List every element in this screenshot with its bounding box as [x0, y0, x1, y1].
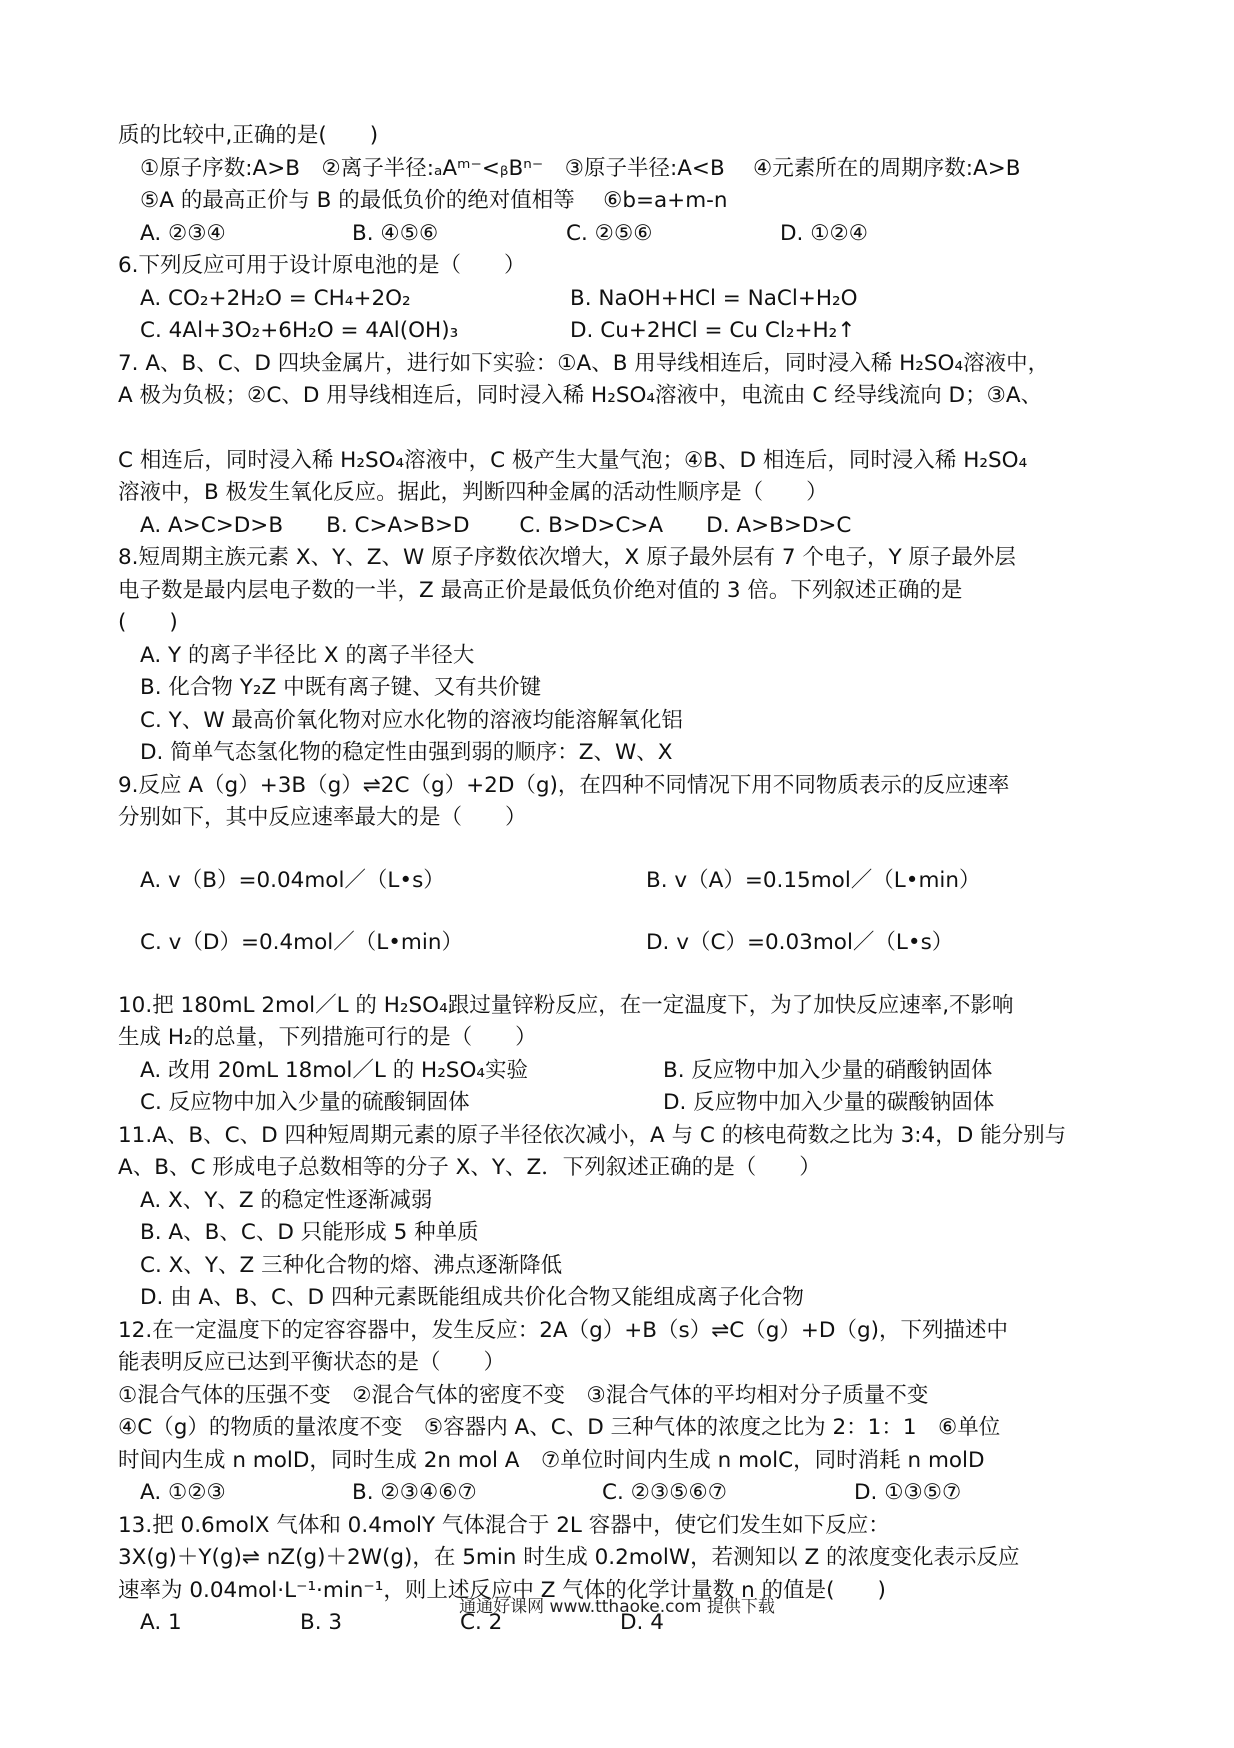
- q6-stem: 6.下列反应可用于设计原电池的是（ ）: [118, 253, 526, 278]
- q5-option-b: B. ④⑤⑥: [352, 220, 439, 246]
- q13-option-d: D. 4: [620, 1610, 664, 1635]
- q5-option-a: A. ②③④: [140, 220, 226, 246]
- q7-line-2: A 极为负极；②C、D 用导线相连后，同时浸入稀 H₂SO₄溶液中，电流由 C 经导线流向 D；③A、: [118, 383, 1043, 408]
- q11-line-2: A、B、C 形成电子总数相等的分子 X、Y、Z．下列叙述正确的是（ ）: [118, 1155, 821, 1180]
- q7-options: A. A>C>D>B B. C>A>B>D C. B>D>C>A D. A>B>D>C: [140, 512, 852, 538]
- q10-line-1: 10.把 180mL 2mol／L 的 H₂SO₄跟过量锌粉反应，在一定温度下，为了加快反应速率,不影响: [118, 992, 1014, 1018]
- q10-option-b: B. 反应物中加入少量的硝酸钠固体: [663, 1057, 993, 1083]
- q13-line-3: 速率为 0.04mol·L⁻¹·min⁻¹，则上述反应中 Z 气体的化学计量数 n 的值是( ): [118, 1577, 886, 1603]
- q5-option-c: C. ②⑤⑥: [566, 220, 653, 246]
- q9-line-1: 9.反应 A（g）+3B（g）⇌2C（g）+2D（g)，在四种不同情况下用不同物质表示的反应速率: [118, 772, 1010, 798]
- q11-option-b: B. A、B、C、D 只能形成 5 种单质: [140, 1220, 479, 1245]
- q8-option-a: A. Y 的离子半径比 X 的离子半径大: [140, 642, 475, 668]
- q9-options-row-1: [118, 865, 1128, 898]
- q9-option-b: B. v（A）=0.15mol／（L•min）: [646, 867, 981, 893]
- q11-option-d: D. 由 A、B、C、D 四种元素既能组成共价化合物又能组成离子化合物: [140, 1285, 804, 1310]
- q12-option-b: B. ②③④⑥⑦: [352, 1480, 477, 1505]
- q10-option-d: D. 反应物中加入少量的碳酸钠固体: [663, 1090, 995, 1115]
- q12-line-2: 能表明反应已达到平衡状态的是（ ）: [118, 1350, 506, 1375]
- q7-line-3: C 相连后，同时浸入稀 H₂SO₄溶液中，C 极产生大量气泡；④B、D 相连后，同时浸入稀 H₂SO₄: [118, 447, 1028, 473]
- q12-line-3: ①混合气体的压强不变 ②混合气体的密度不变 ③混合气体的平均相对分子质量不变: [118, 1382, 929, 1408]
- q13-line-1: 13.把 0.6molX 气体和 0.4molY 气体混合于 2L 容器中，使它们发生如下反应：: [118, 1512, 890, 1538]
- q10-line-2: 生成 H₂的总量，下列措施可行的是（ ）: [118, 1025, 537, 1050]
- q8-line-3: ( ): [118, 610, 178, 635]
- q10-options-row-2: [118, 1087, 1128, 1120]
- q6-options-row-1: [118, 283, 1128, 316]
- q12-option-c: C. ②③⑤⑥⑦: [602, 1480, 728, 1505]
- q7-line-1: 7. A、B、C、D 四块金属片，进行如下实验：①A、B 用导线相连后，同时浸入稀 H₂SO₄溶液中，: [118, 350, 1050, 376]
- q10-options-row-1: [118, 1055, 1128, 1088]
- q10-option-c: C. 反应物中加入少量的硫酸铜固体: [140, 1090, 470, 1115]
- q6-option-b: B. NaOH+HCl = NaCl+H₂O: [570, 285, 858, 311]
- page-footer: 通通好课网 www.tthaoke.com 提供下载: [459, 1597, 775, 1617]
- q6-option-d: D. Cu+2HCl = Cu Cl₂+H₂↑: [570, 318, 856, 343]
- q12-line-4: ④C（g）的物质的量浓度不变 ⑤容器内 A、C、D 三种气体的浓度之比为 2：1：1 ⑥单位: [118, 1415, 1001, 1440]
- q9-options-row-2: [118, 927, 1128, 960]
- q12-line-1: 12.在一定温度下的定容容器中，发生反应：2A（g）+B（s）⇌C（g）+D（g)，下列描述中: [118, 1317, 1008, 1343]
- q5-stem: 质的比较中,正确的是( ): [118, 123, 379, 148]
- q9-option-a: A. v（B）=0.04mol／（L•s）: [140, 867, 445, 893]
- q13-option-b: B. 3: [300, 1610, 343, 1635]
- q5-statements-2: ⑤A 的最高正价与 B 的最低负价的绝对值相等 ⑥b=a+m-n: [140, 188, 728, 213]
- q12-options: [118, 1477, 1128, 1510]
- q8-line-1: 8.短周期主族元素 X、Y、Z、W 原子序数依次增大，X 原子最外层有 7 个电子，Y 原子最外层: [118, 545, 1016, 570]
- q11-option-c: C. X、Y、Z 三种化合物的熔、沸点逐渐降低: [140, 1252, 563, 1278]
- q5-options: [118, 218, 1128, 251]
- q12-option-a: A. ①②③: [140, 1480, 226, 1505]
- q11-option-a: A. X、Y、Z 的稳定性逐渐减弱: [140, 1187, 433, 1213]
- q12-line-5: 时间内生成 n molD，同时生成 2n mol A ⑦单位时间内生成 n molC，同时消耗 n molD: [118, 1447, 985, 1473]
- q11-line-1: 11.A、B、C、D 四种短周期元素的原子半径依次减小，A 与 C 的核电荷数之比为 3:4，D 能分别与: [118, 1122, 1067, 1148]
- exam-page: [118, 120, 1128, 1640]
- q8-option-c: C. Y、W 最高价氧化物对应水化物的溶液均能溶解氧化铝: [140, 707, 683, 733]
- q13-option-a: A. 1: [140, 1610, 182, 1635]
- q9-option-d: D. v（C）=0.03mol／（L•s）: [646, 930, 954, 955]
- q8-option-b: B. 化合物 Y₂Z 中既有离子键、又有共价键: [140, 675, 542, 700]
- q6-option-c: C. 4Al+3O₂+6H₂O = 4Al(OH)₃: [140, 318, 459, 343]
- q9-line-2: 分别如下，其中反应速率最大的是（ ）: [118, 805, 527, 830]
- q6-options-row-2: [118, 315, 1128, 348]
- q7-line-4: 溶液中，B 极发生氧化反应。据此，判断四种金属的活动性顺序是（ ）: [118, 480, 828, 505]
- q10-option-a: A. 改用 20mL 18mol／L 的 H₂SO₄实验: [140, 1057, 528, 1083]
- q12-option-d: D. ①③⑤⑦: [854, 1480, 962, 1505]
- q13-line-2: 3X(g)＋Y(g)⇌ nZ(g)＋2W(g)，在 5min 时生成 0.2molW，若测知以 Z 的浓度变化表示反应: [118, 1545, 1020, 1570]
- q6-option-a: A. CO₂+2H₂O = CH₄+2O₂: [140, 285, 411, 311]
- q9-option-c: C. v（D）=0.4mol／（L•min）: [140, 930, 463, 955]
- q5-option-d: D. ①②④: [780, 220, 869, 246]
- q8-option-d: D. 简单气态氢化物的稳定性由强到弱的顺序：Z、W、X: [140, 740, 673, 765]
- q5-statements-1: ①原子序数:A>B ②离子半径:ₐAᵐ⁻<ᵦBⁿ⁻ ③原子半径:A<B ④元素所在的周期序数:A>B: [140, 155, 1021, 181]
- q13-option-c: C. 2: [460, 1610, 503, 1635]
- q8-line-2: 电子数是最内层电子数的一半，Z 最高正价是最低负价绝对值的 3 倍。下列叙述正确的是: [118, 577, 963, 603]
